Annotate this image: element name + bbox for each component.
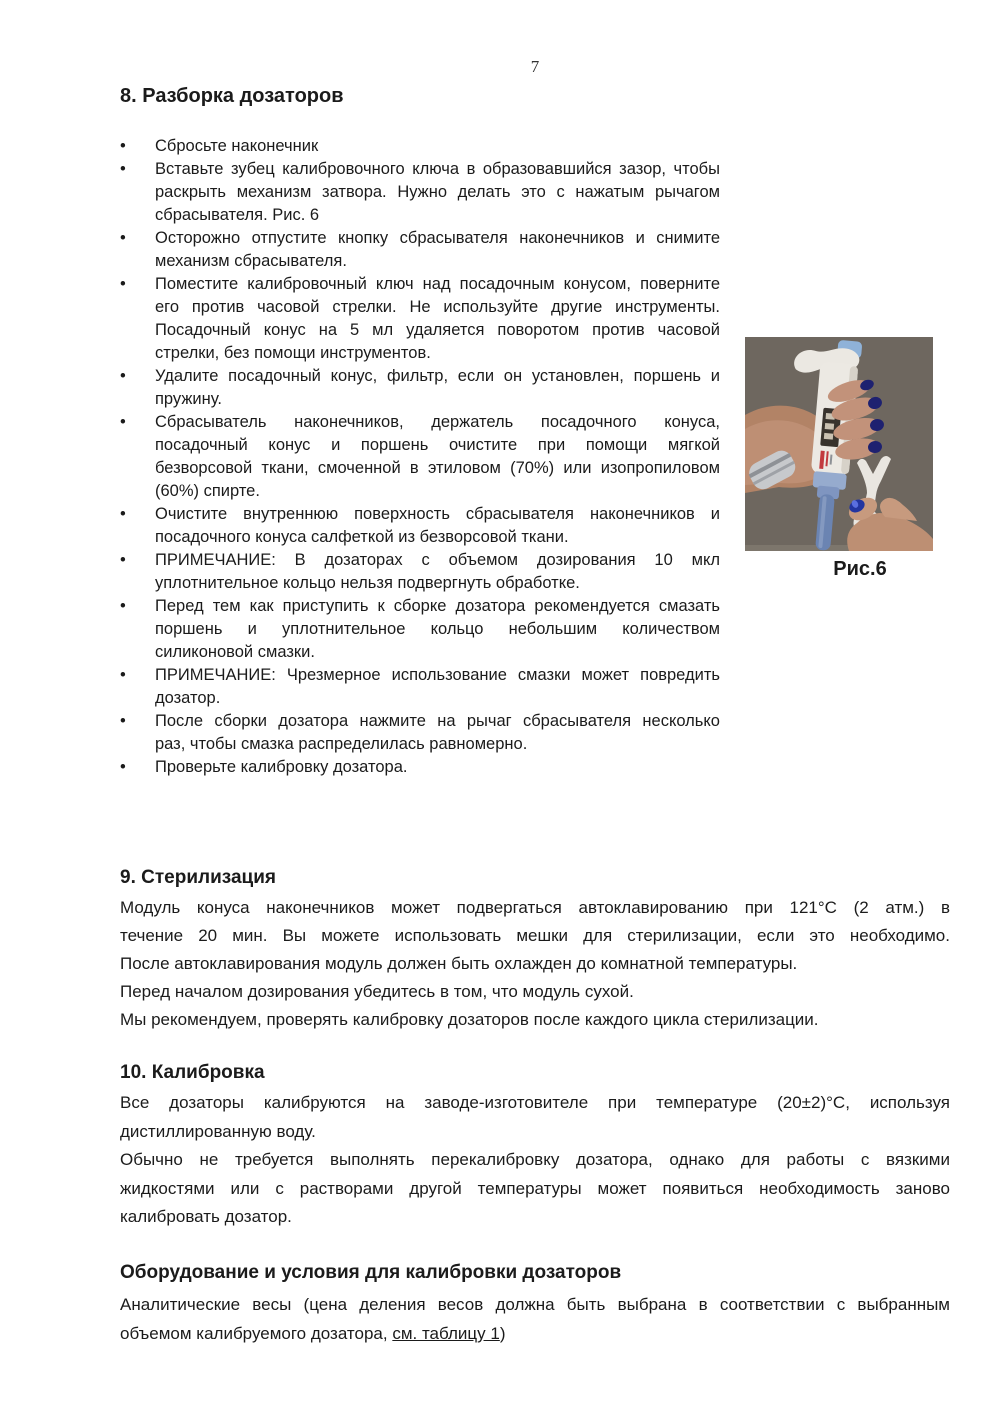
- text-line: жидкостями или с растворами другой температуры может появиться необходимость заново: [120, 1178, 950, 1198]
- bullet-marker: •: [120, 137, 126, 155]
- list-item: [120, 595, 720, 664]
- text-span: объемом калибруемого дозатора,: [120, 1323, 393, 1343]
- text-line: После сборки дозатора нажмите на рычаг сбрасывателя несколько: [155, 712, 720, 730]
- text-line: Посадочный конус на 5 мл удаляется поворотом против часовой: [155, 321, 720, 339]
- bullet-marker: •: [120, 275, 126, 293]
- text-line: Модуль конуса наконечников может подвергаться автоклавированию при 121°С (2 атм.) в: [120, 898, 950, 917]
- text-line: Проверьте калибровку дозатора.: [155, 758, 408, 776]
- paragraph: [120, 894, 950, 978]
- paragraph: [120, 1146, 950, 1232]
- list-item: [120, 710, 720, 756]
- text-line: Мы рекомендуем, проверять калибровку дозаторов после каждого цикла стерилизации.: [120, 1010, 819, 1029]
- section-8-title: 8. Разборка дозаторов: [120, 85, 344, 107]
- text-line: ПРИМЕЧАНИЕ: В дозаторах с объемом дозирования 10 мкл: [155, 551, 720, 569]
- text-line: раскрыть механизм затвора. Нужно делать это с нажатым рычагом: [155, 183, 720, 201]
- bullet-marker: •: [120, 551, 126, 569]
- text-line: раз, чтобы смазка распределилась равномерно.: [155, 735, 528, 753]
- text-line: дистиллированную воду.: [120, 1121, 316, 1141]
- figure-6: [745, 337, 933, 551]
- text-line: Все дозаторы калибруются на заводе-изготовителе при температуре (20±2)°С, используя: [120, 1093, 950, 1112]
- text-line: Сбросьте наконечник: [155, 137, 319, 155]
- bullet-marker: •: [120, 712, 126, 730]
- list-item: [120, 756, 720, 779]
- text-line: [120, 1320, 950, 1349]
- text-line: (60%) спирте.: [155, 482, 260, 500]
- text-line: поршень и уплотнительное кольцо небольшим количеством: [155, 620, 720, 638]
- text-line: течение 20 мин. Вы можете использовать мешки для стерилизации, если это необходимо.: [120, 926, 950, 945]
- text-line: Перед началом дозирования убедитесь в том, что модуль сухой.: [120, 982, 634, 1001]
- section-9-text: [120, 894, 950, 1034]
- text-line: Осторожно отпустите кнопку сбрасывателя наконечников и снимите: [155, 229, 720, 247]
- text-line: уплотнительное кольцо нельзя подвергнуть обработке.: [155, 574, 580, 592]
- bullet-marker: •: [120, 367, 126, 385]
- text-line: механизм сбрасывателя.: [155, 252, 347, 270]
- list-item: [120, 365, 720, 411]
- paragraph: [120, 978, 950, 1006]
- text-line: безворсовой ткани, смоченной в этиловом (70%) или изопропиловом: [155, 459, 720, 477]
- section-9-title: 9. Стерилизация: [120, 867, 276, 888]
- text-line: калибровать дозатор.: [120, 1207, 292, 1226]
- text-line: Обычно не требуется выполнять перекалибровку дозатора, однако для работы с вязкими: [120, 1150, 950, 1169]
- figure-6-caption: Рис.6: [833, 558, 887, 580]
- figure-6-photo: [745, 337, 933, 551]
- text-line: ПРИМЕЧАНИЕ: Чрезмерное использование смазки может повредить: [155, 666, 720, 684]
- page-number: 7: [530, 57, 540, 76]
- text-line: стрелки, без помощи инструментов.: [155, 344, 431, 362]
- text-line: Поместите калибровочный ключ над посадочным конусом, поверните: [155, 275, 720, 293]
- bullet-marker: •: [120, 758, 126, 776]
- text-line: Удалите посадочный конус, фильтр, если он установлен, поршень и: [155, 367, 720, 385]
- text-line: После автоклавирования модуль должен быть охлажден до комнатной температуры.: [120, 954, 798, 973]
- section-10-title: 10. Калибровка: [120, 1062, 265, 1083]
- bullet-marker: •: [120, 505, 126, 523]
- text-line: Сбрасыватель наконечников, держатель посадочного конуса,: [155, 413, 720, 431]
- bullet-marker: •: [120, 597, 126, 615]
- bullet-marker: •: [120, 666, 126, 684]
- list-item: [120, 158, 720, 227]
- text-line: Перед тем как приступить к сборке дозатора рекомендуется смазать: [155, 597, 720, 615]
- section-10-text: [120, 1089, 950, 1232]
- list-item: [120, 411, 720, 503]
- list-item: [120, 664, 720, 710]
- text-line: его против часовой стрелки. Не используйте другие инструменты.: [155, 298, 720, 316]
- text-line: дозатор.: [155, 689, 221, 707]
- text-line: силиконовой смазки.: [155, 643, 315, 661]
- bullet-marker: •: [120, 413, 126, 431]
- text-line: посадочного конуса салфеткой из безворсовой ткани.: [155, 528, 569, 546]
- paragraph: [120, 1006, 950, 1034]
- text-line: посадочный конус и поршень очистите при помощи мягкой: [155, 436, 720, 454]
- section-8-steps: [120, 135, 720, 779]
- text-line: Вставьте зубец калибровочного ключа в образовавшийся зазор, чтобы: [155, 160, 720, 178]
- bullet-marker: •: [120, 229, 126, 247]
- list-item: [120, 135, 720, 158]
- text-line: Аналитические весы (цена деления весов должна быть выбрана в соответствии с выбранным: [120, 1295, 950, 1314]
- paragraph: [120, 1291, 950, 1348]
- text-line: Очистите внутреннюю поверхность сбрасывателя наконечников и: [155, 505, 720, 523]
- list-item: [120, 503, 720, 549]
- equipment-text: [120, 1291, 950, 1348]
- list-item: [120, 549, 720, 595]
- text-line: пружину.: [155, 390, 222, 408]
- bullet-marker: •: [120, 160, 126, 178]
- list-item: [120, 273, 720, 365]
- equipment-title: Оборудование и условия для калибровки дозаторов: [120, 1262, 622, 1283]
- text-span: ): [499, 1323, 506, 1343]
- paragraph: [120, 1089, 950, 1146]
- table-1-reference[interactable]: см. таблицу 1: [392, 1323, 500, 1343]
- text-line: сбрасывателя. Рис. 6: [155, 206, 320, 224]
- list-item: [120, 227, 720, 273]
